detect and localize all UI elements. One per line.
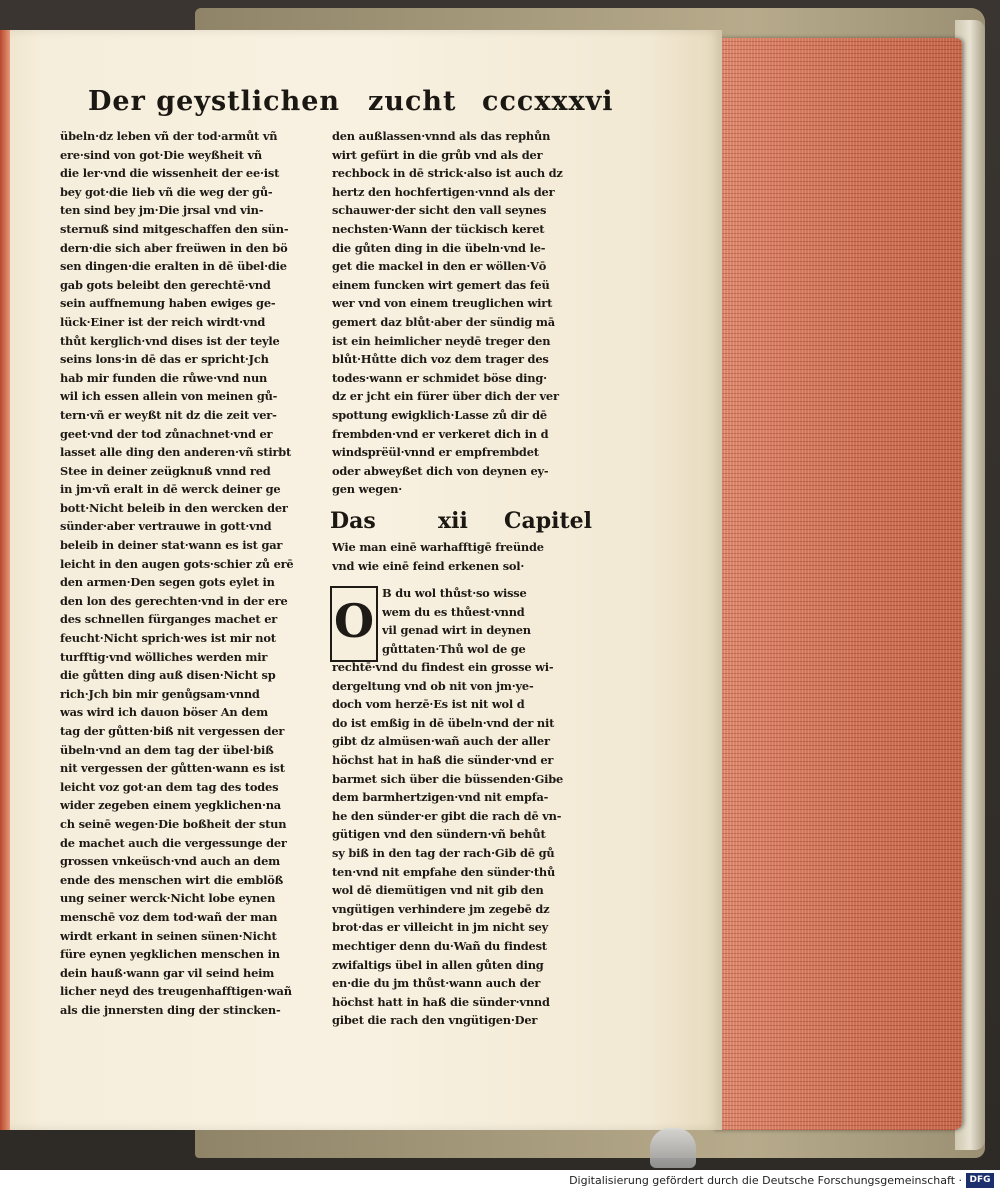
text-line: rich·Jch bin mir genůgsam·vnnd	[60, 686, 260, 701]
text-line: hertz den hochfertigen·vnnd als der	[332, 184, 555, 199]
text-line: den außlassen·vnnd als das rephůn	[332, 129, 551, 143]
text-line: leicht in den augen gots·schier zů erē	[60, 556, 294, 571]
text-line: als die jnnersten ding der stincken-	[60, 1002, 281, 1017]
text-line: gemert daz blůt·aber der sündig mā	[332, 314, 555, 329]
chapter-heading-label: Capitel	[504, 508, 593, 534]
text-line: sen dingen·die eralten in dē übel·die	[60, 259, 287, 274]
text-line: get die mackel in den er wöllen·Vō	[332, 259, 547, 274]
text-line: die ler·vnd die wissenheit der ee·ist	[60, 166, 280, 181]
chapter-subtitle-line-2: vnd wie einē feind erkenen sol·	[332, 558, 525, 573]
page-left-edge	[0, 30, 10, 1130]
text-line: wil ich essen allein von meinen gů-	[60, 389, 278, 404]
text-line: lasset alle ding den anderen·vñ stirbt	[60, 445, 292, 460]
text-line: was wird ich dauon böser An dem	[60, 705, 268, 720]
text-line: vil genad wirt in deynen	[382, 623, 531, 638]
text-line: wirt gefürt in die grůb vnd als der	[332, 147, 543, 162]
text-line: sternuß sind mitgeschaffen den sün-	[60, 221, 289, 236]
dfg-logo: DFG	[966, 1173, 994, 1188]
text-line: ung seiner werck·Nicht lobe eynen	[60, 891, 276, 906]
text-line: ende des menschen wirt die emblöß	[60, 872, 284, 887]
text-line: en·die du jm thůst·wann auch der	[332, 976, 541, 991]
text-line: in jm·vñ eralt in dē werck deiner ge	[60, 482, 281, 497]
text-line: Stee in deiner zeügknuß vnnd red	[60, 463, 271, 478]
text-line: ten sind bey jm·Die jrsal vnd vin-	[60, 203, 264, 218]
footer-credit: Digitalisierung gefördert durch die Deutsche Forschungsgemeinschaft ·	[569, 1174, 962, 1187]
text-line: dem barmhertzigen·vnd nit empfa-	[332, 790, 549, 805]
text-line: den armen·Den segen gots eylet in	[60, 575, 275, 590]
text-line: die gůten ding in die übeln·vnd le-	[332, 240, 546, 255]
text-line: dern·die sich aber freüwen in den bö	[60, 240, 288, 255]
text-line: füre eynen yegklichen menschen in	[60, 947, 280, 962]
page-block-edges	[712, 38, 962, 1130]
chapter-heading-word: Das	[330, 508, 376, 534]
text-line: beleib in deiner stat·wann es ist gar	[60, 538, 283, 553]
text-line: gibt dz almüsen·wañ auch der aller	[332, 734, 550, 749]
text-line: ist ein heimlicher neydē treger den	[332, 333, 551, 348]
folio-number: cccxxxvi	[482, 86, 614, 117]
text-line: feucht·Nicht sprich·wes ist mir not	[60, 631, 276, 646]
text-line: hab mir funden die růwe·vnd nun	[60, 370, 268, 385]
running-head-center: zucht	[368, 86, 457, 117]
text-line: sünder·aber vertrauwe in gott·vnd	[60, 519, 272, 534]
text-line: ten·vnd nit empfahe den sünder·thů	[332, 864, 556, 879]
text-line: nechsten·Wann der tückisch keret	[332, 221, 545, 236]
right-text-column-top	[332, 127, 602, 499]
text-line: schauwer·der sicht den vall seynes	[332, 203, 547, 218]
text-line: brot·das er villeicht in jm nicht sey	[332, 920, 548, 935]
text-line: tag der gůtten·biß nit vergessen der	[60, 724, 285, 738]
text-line: doch vom herzē·Es ist nit wol d	[332, 697, 525, 712]
text-line: höchst hat in haß die sünder·vnd er	[332, 752, 554, 767]
text-line: gůttaten·Thů wol de ge	[382, 641, 526, 656]
left-text-column	[60, 127, 308, 1020]
text-line: mechtiger denn du·Wañ du findest	[332, 938, 547, 953]
text-line: ch seinē wegen·Die boßheit der stun	[60, 816, 287, 831]
text-line: leicht voz got·an dem tag des todes	[60, 779, 279, 794]
text-line: de machet auch die vergessunge der	[60, 835, 287, 850]
text-line: lück·Einer ist der reich wirdt·vnd	[60, 314, 266, 329]
text-line: wem du es thůest·vnnd	[382, 604, 525, 619]
text-line: die gůtten ding auß disen·Nicht sp	[60, 668, 276, 683]
text-line: grossen vnkeüsch·vnd auch an dem	[60, 854, 280, 869]
text-line: des schnellen fürganges machet er	[60, 612, 278, 627]
text-line: turfftig·vnd wölliches werden mir	[60, 649, 268, 664]
text-line: bott·Nicht beleib in den wercken der	[60, 500, 288, 515]
text-line: oder abweyßet dich von deynen ey-	[332, 463, 549, 478]
text-line: spottung ewigklich·Lasse zů dir dē	[332, 407, 547, 422]
text-line: he den sünder·er gibt die rach dē vn-	[332, 808, 562, 823]
text-line: höchst hatt in haß die sünder·vnnd	[332, 994, 550, 1009]
text-line: gütigen vnd den sündern·vñ behůt	[332, 827, 546, 842]
text-line: do ist emßig in dē übeln·vnd der nit	[332, 715, 555, 730]
text-line: gen wegen·	[332, 482, 402, 497]
decorated-initial	[330, 586, 378, 662]
text-line: blůt·Hůtte dich voz dem trager des	[332, 352, 549, 367]
text-line: wirdt erkant in seinen sünen·Nicht	[60, 928, 277, 943]
decorated-initial-letter: O	[333, 594, 375, 648]
text-line: rechbock in dē strick·also ist auch dz	[332, 166, 563, 181]
text-line: windsprëül·vnnd er empfrembdet	[332, 445, 539, 460]
text-line: dergeltung vnd ob nit von jm·ye-	[332, 678, 534, 693]
text-line: sein auffnemung haben ewiges ge-	[60, 296, 276, 311]
text-line: dz er jcht ein fürer über dich der ver	[332, 389, 559, 404]
chapter-subtitle	[332, 538, 544, 575]
text-line: nit vergessen der gůtten·wann es ist	[60, 761, 285, 776]
text-line: barmet sich über die büssenden·Gibe	[332, 771, 564, 786]
text-line: den lon des gerechten·vnd in der ere	[60, 593, 288, 608]
text-line: frembden·vnd er verkeret dich in d	[332, 426, 549, 441]
text-line: dein hauß·wann gar vil seind heim	[60, 965, 275, 980]
footer-bar	[0, 1170, 1000, 1192]
text-line: übeln·vnd an dem tag der übel·biß	[60, 742, 274, 757]
text-line: B du wol thůst·so wisse	[382, 586, 527, 600]
text-line: einem funcken wirt gemert das feü	[332, 277, 550, 292]
text-line: menschē voz dem tod·wañ der man	[60, 909, 278, 924]
text-line: bey got·die lieb vñ die weg der gů-	[60, 184, 273, 199]
running-head-left: Der geystlichen	[88, 86, 341, 117]
text-line: zwifaltigs übel in allen gůten ding	[332, 957, 544, 972]
text-line: gab gots beleibt den gerechtē·vnd	[60, 277, 271, 292]
chapter-subtitle-line-1: Wie man einē warhafftigē freünde	[332, 540, 544, 554]
text-line: licher neyd des treugenhafftigen·wañ	[60, 984, 292, 999]
text-line: geet·vnd der tod zůnachnet·vnd er	[60, 426, 273, 441]
text-line: wer vnd von einem treuglichen wirt	[332, 296, 553, 311]
text-line: thůt kerglich·vnd dises ist der teyle	[60, 333, 280, 348]
text-line: sy biß in den tag der rach·Gib dē gů	[332, 845, 555, 860]
text-line: rechtē·vnd du findest ein grosse wi-	[332, 660, 554, 674]
text-line: übeln·dz leben vñ der tod·armůt vñ	[60, 129, 278, 143]
chapter-heading-number: xii	[438, 508, 468, 534]
text-line: seins lons·in dē das er spricht·Jch	[60, 352, 269, 367]
text-line: gibet die rach den vngütigen·Der	[332, 1013, 538, 1028]
text-line: wol dē diemütigen vnd nit gib den	[332, 883, 544, 898]
right-text-initial-lines	[382, 584, 602, 658]
text-line: todes·wann er schmidet böse ding·	[332, 370, 547, 385]
page-clip	[650, 1128, 696, 1168]
text-line: wider zegeben einem yegklichen·na	[60, 798, 281, 813]
text-line: vngütigen verhindere jm zegebē dz	[332, 901, 550, 916]
right-text-column-bottom	[332, 658, 602, 1030]
text-line: ere·sind von got·Die weyßheit vñ	[60, 147, 262, 162]
text-line: tern·vñ er weyßt nit dz die zeit ver-	[60, 407, 277, 422]
